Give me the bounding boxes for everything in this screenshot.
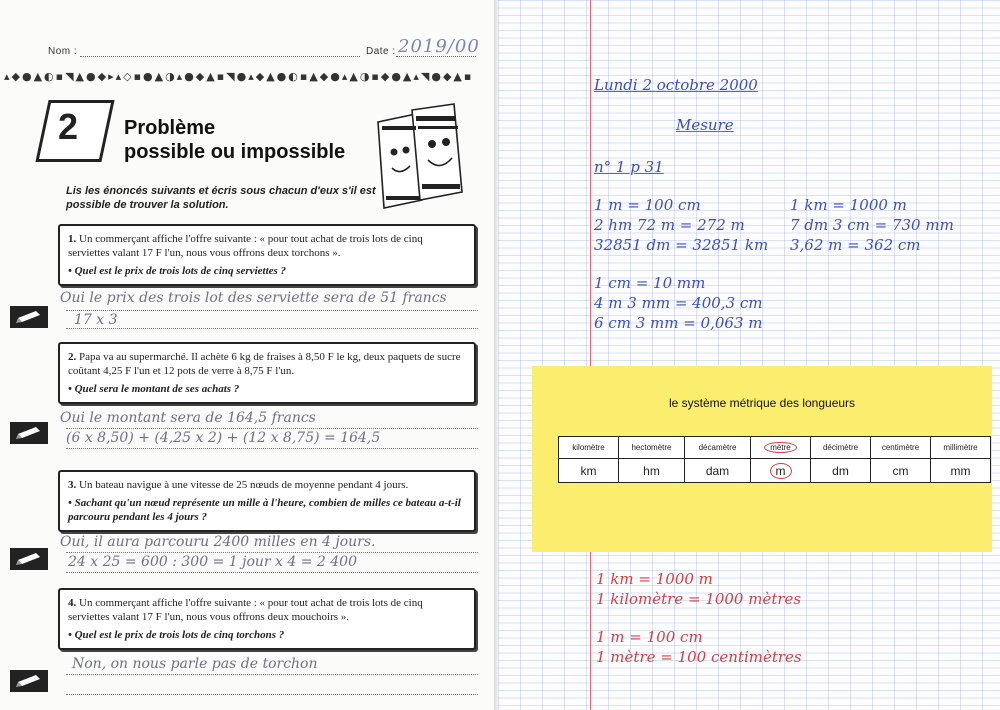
pencil-icon: [8, 668, 50, 694]
answer-2-line-2: (6 x 8,50) + (4,25 x 2) + (12 x 8,75) = 164,5: [66, 430, 381, 446]
problem-2-box: [58, 342, 476, 404]
problem-2-question: • Quel sera le montant de ses achats ?: [68, 383, 240, 395]
metric-abbr-cell: km: [559, 459, 619, 483]
metric-table: [558, 436, 991, 483]
problem-3-number: 3.: [68, 479, 77, 491]
answer-1-line-2: 17 x 3: [74, 312, 118, 328]
problem-1-number: 1.: [68, 233, 77, 245]
answer-line-4b[interactable]: [66, 694, 478, 695]
title-line-1: Problème: [124, 117, 216, 139]
worksheet-title: [124, 116, 345, 164]
decorative-border: ▴◆●▲◐▪◥▲●◆▸▴◇▪●▲◑▴●◆▲▪◥●▴◆▲●◐▪▲◆●▴▲◑▪◆●▲▴◥●◆▲▪: [4, 70, 474, 83]
answer-line-4a[interactable]: [66, 674, 478, 675]
problem-4-number: 4.: [68, 597, 77, 609]
cartoon-illustration: [372, 100, 468, 218]
pencil-icon: [8, 546, 50, 572]
red-note-3: 1 m = 100 cm: [596, 628, 703, 646]
metric-name-cell: kilomètre: [559, 437, 619, 459]
conversion-lower-1: 1 cm = 10 mm: [594, 274, 706, 292]
metric-name-cell: hectomètre: [619, 437, 685, 459]
problem-4-question-text: Quel est le prix de trois lots de cinq torchons ?: [74, 629, 285, 641]
title-line-2: possible ou impossible: [124, 141, 346, 163]
notebook-heading: Mesure: [676, 116, 734, 134]
nom-field[interactable]: [80, 56, 360, 57]
problem-1-box: [58, 224, 476, 286]
metric-name-circled: mètre: [764, 442, 796, 453]
conversion-right-1: 1 km = 1000 m: [790, 196, 907, 214]
metric-abbr-cell: cm: [871, 459, 931, 483]
answer-line-2b[interactable]: [66, 448, 478, 449]
answer-line-3a[interactable]: [66, 552, 478, 553]
metric-abbr-cell: [751, 459, 811, 483]
answer-line-1b[interactable]: [66, 328, 478, 329]
conversion-right-2: 7 dm 3 cm = 730 mm: [790, 216, 954, 234]
conversion-left-3: 32851 dm = 32851 km: [594, 236, 769, 254]
metric-abbrs-row: [559, 459, 991, 483]
metric-name-cell: décamètre: [685, 437, 751, 459]
problem-1-statement: Un commerçant affiche l'offre suivante : « pour tout achat de trois lots de cinq serviettes valant 17 F l'un, nous vous offrons deux torchons ».: [68, 233, 423, 259]
problem-3-question-text: Sachant qu'un nœud représente un mille à l'heure, combien de milles ce bateau a-t-il parcouru pendant les 4 jours ?: [68, 497, 461, 523]
problem-3-statement: Un bateau navigue à une vitesse de 25 nœuds de moyenne pendant 4 jours.: [79, 479, 409, 491]
metric-name-cell: millimètre: [931, 437, 991, 459]
metric-names-row: [559, 437, 991, 459]
nom-label: Nom :: [48, 46, 78, 57]
pencil-icon: [8, 420, 50, 446]
problem-2-statement: Papa va au supermarché. Il achète 6 kg de fraises à 8,50 F le kg, deux paquets de sucre coûtant 4,25 F l'un et 12 pots de verre à 8,75 F l'un.: [68, 351, 461, 377]
problem-3-box: [58, 470, 476, 532]
notebook-date: Lundi 2 octobre 2000: [594, 76, 758, 94]
metric-card-title: le système métrique des longueurs: [668, 396, 856, 410]
margin-line: [590, 0, 591, 710]
answer-4-line-1: Non, on nous parle pas de torchon: [72, 656, 318, 672]
metric-system-card: [532, 366, 992, 552]
metric-name-cell: décimètre: [811, 437, 871, 459]
answer-2-line-1: Oui le montant sera de 164,5 francs: [60, 410, 316, 426]
instructions: Lis les énoncés suivants et écris sous chacun d'eux s'il est possible de trouver la solution.: [66, 185, 376, 211]
red-note-1: 1 km = 1000 m: [596, 570, 713, 588]
worksheet-page: [0, 0, 494, 710]
answer-3-line-2: 24 x 25 = 600 : 300 = 1 jour x 4 = 2 400: [68, 554, 357, 570]
exercise-reference: n° 1 p 31: [594, 158, 664, 176]
red-note-2: 1 kilomètre = 1000 mètres: [596, 590, 802, 608]
red-note-4: 1 mètre = 100 centimètres: [596, 648, 802, 666]
conversion-right-3: 3,62 m = 362 cm: [790, 236, 921, 254]
metric-abbr-cell: dam: [685, 459, 751, 483]
answer-line-3b[interactable]: [66, 572, 478, 573]
conversion-lower-3: 6 cm 3 mm = 0,063 m: [594, 314, 763, 332]
metric-name-cell: centimètre: [871, 437, 931, 459]
date-handwritten: 2019/00: [398, 36, 480, 57]
answer-3-line-1: Oui, il aura parcouru 2400 milles en 4 jours.: [60, 534, 376, 550]
date-label: Date :: [366, 46, 396, 57]
problem-1-question-text: Quel est le prix de trois lots de cinq serviettes ?: [74, 265, 287, 277]
conversion-left-2: 2 hm 72 m = 272 m: [594, 216, 745, 234]
metric-abbr-circled: m: [770, 463, 792, 479]
metric-abbr-cell: mm: [931, 459, 991, 483]
metric-abbr-cell: hm: [619, 459, 685, 483]
metric-abbr-cell: dm: [811, 459, 871, 483]
answer-line-2a[interactable]: [66, 428, 478, 429]
problem-4-box: [58, 588, 476, 650]
problem-2-question-text: Quel sera le montant de ses achats ?: [74, 383, 240, 395]
pencil-icon: [8, 304, 50, 330]
conversion-left-1: 1 m = 100 cm: [594, 196, 701, 214]
conversion-lower-2: 4 m 3 mm = 400,3 cm: [594, 294, 763, 312]
problem-1-question: • Quel est le prix de trois lots de cinq serviettes ?: [68, 265, 287, 277]
answer-1-line-1: Oui le prix des trois lot des serviette sera de 51 francs: [60, 290, 447, 306]
metric-name-cell: [751, 437, 811, 459]
number-badge: 2: [58, 106, 79, 147]
problem-3-question: • Sachant qu'un nœud représente un mille à l'heure, combien de milles ce bateau a-t-il parcouru pendant les 4 jours ?: [68, 497, 461, 523]
problem-4-statement: Un commerçant affiche l'offre suivante : « pour tout achat de trois lots de cinq serviettes valant 17 F l'un, nous vous offrons deux mouchoirs ».: [68, 597, 423, 623]
problem-2-number: 2.: [68, 351, 77, 363]
answer-line-1a[interactable]: [66, 310, 478, 311]
problem-4-question: • Quel est le prix de trois lots de cinq torchons ?: [68, 629, 285, 641]
